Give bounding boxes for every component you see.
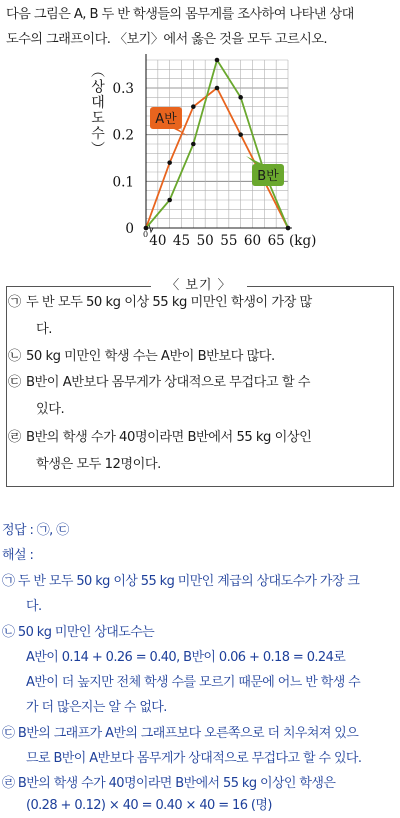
- solution-line: A반이 더 높지만 전체 학생 수를 모르기 때문에 어느 반 학생 수: [26, 675, 361, 690]
- data-point: [215, 86, 220, 91]
- y-tick-label: 0.3: [112, 81, 134, 97]
- bogi-marker: ㉣: [8, 430, 21, 445]
- origin-mark: 0: [143, 230, 149, 239]
- solution-line: ㉢ B반의 그래프가 A반의 그래프보다 오른쪽으로 더 치우쳐져 있으: [2, 726, 359, 741]
- data-point: [167, 160, 172, 165]
- data-point: [167, 198, 172, 203]
- question-line-2: 도수의 그래프이다. 〈보기〉에서 옳은 것을 모두 고르시오.: [6, 32, 327, 47]
- x-tick-label: 40: [149, 233, 167, 249]
- bogi-marker: ㉠: [8, 295, 21, 310]
- y-axis-label: [91, 64, 105, 158]
- y-axis-label-char: 수: [91, 126, 105, 142]
- bogi-text: 두 반 모두 50 kg 이상 55 kg 미만인 학생이 가장 많: [26, 295, 312, 310]
- answer-line: 정답 : ㉠, ㉢: [2, 523, 69, 538]
- bogi-item-2: [8, 344, 275, 369]
- bogi-text: 50 kg 미만인 학생 수는 A반이 B반보다 많다.: [26, 349, 275, 364]
- legend-label: B반: [257, 169, 279, 184]
- y-tick-label: 0.2: [112, 127, 134, 144]
- data-point: [215, 58, 220, 63]
- y-tick-label: 0.1: [112, 174, 134, 191]
- bogi-item-1-cont: 다.: [36, 322, 52, 337]
- y-axis-label-char: ︶: [91, 141, 105, 158]
- data-point: [191, 142, 196, 147]
- x-tick-label: 50: [196, 233, 214, 249]
- solution-line: 다.: [26, 599, 42, 614]
- y-axis-label-char: 도: [91, 110, 105, 127]
- solution-line: 므로 B반이 A반보다 몸무게가 상대적으로 무겁다고 할 수 있다.: [26, 751, 362, 766]
- data-point: [238, 132, 243, 137]
- bogi-item-1: [8, 290, 312, 315]
- chart-axes: [146, 54, 292, 232]
- bogi-title: 〈 보기 〉: [151, 278, 247, 294]
- solution-label: 해설 :: [2, 548, 34, 563]
- relative-frequency-chart: [0, 54, 400, 276]
- data-point: [238, 95, 243, 100]
- x-axis-label: (kg): [289, 233, 317, 249]
- question-line-1: 다음 그림은 A, B 두 반 학생들의 몸무게를 조사하여 나타낸 상대: [6, 7, 354, 22]
- x-tick-label: 65: [267, 233, 285, 249]
- bogi-item-4-cont: 학생은 모두 12명이다.: [36, 457, 161, 472]
- solution-line: A반이 0.14 + 0.26 = 0.40, B반이 0.06 + 0.18 = 0.24로: [26, 650, 346, 665]
- solution-line: (0.28 + 0.12) × 40 = 0.40 × 40 = 16 (명): [26, 798, 272, 813]
- bogi-item-3-cont: 있다.: [36, 402, 65, 417]
- y-axis-label-char: ︵: [91, 64, 105, 80]
- solution-line: 가 더 많은지는 알 수 없다.: [26, 700, 167, 715]
- y-tick-label: 0: [125, 221, 134, 237]
- solution-line: ㉣ B반의 학생 수가 40명이라면 B반에서 55 kg 이상인 학생은: [2, 776, 336, 791]
- data-point: [191, 104, 196, 109]
- x-tick-label: 55: [220, 233, 238, 249]
- data-point: [286, 226, 291, 231]
- x-tick-label: 60: [243, 233, 262, 249]
- x-tick-label: 45: [172, 233, 191, 249]
- solution-line: ㉡ 50 kg 미만인 상대도수는: [2, 625, 155, 640]
- bogi-item-4: [8, 425, 311, 450]
- y-axis-label-char: 상: [91, 79, 105, 96]
- chart-labels: [91, 64, 316, 249]
- y-axis-label-char: 대: [91, 95, 105, 111]
- bogi-marker: ㉢: [8, 375, 21, 390]
- bogi-item-3: [8, 370, 310, 395]
- question-text: [6, 2, 396, 52]
- bogi-text: B반의 학생 수가 40명이라면 B반에서 55 kg 이상인: [26, 430, 312, 445]
- solution-line: ㉠ 두 반 모두 50 kg 이상 55 kg 미만인 계급의 상대도수가 가장 크: [2, 574, 360, 589]
- bogi-marker: ㉡: [8, 349, 21, 364]
- bogi-text: B반이 A반보다 몸무게가 상대적으로 무겁다고 할 수: [26, 375, 311, 390]
- legend-label: A반: [155, 112, 177, 127]
